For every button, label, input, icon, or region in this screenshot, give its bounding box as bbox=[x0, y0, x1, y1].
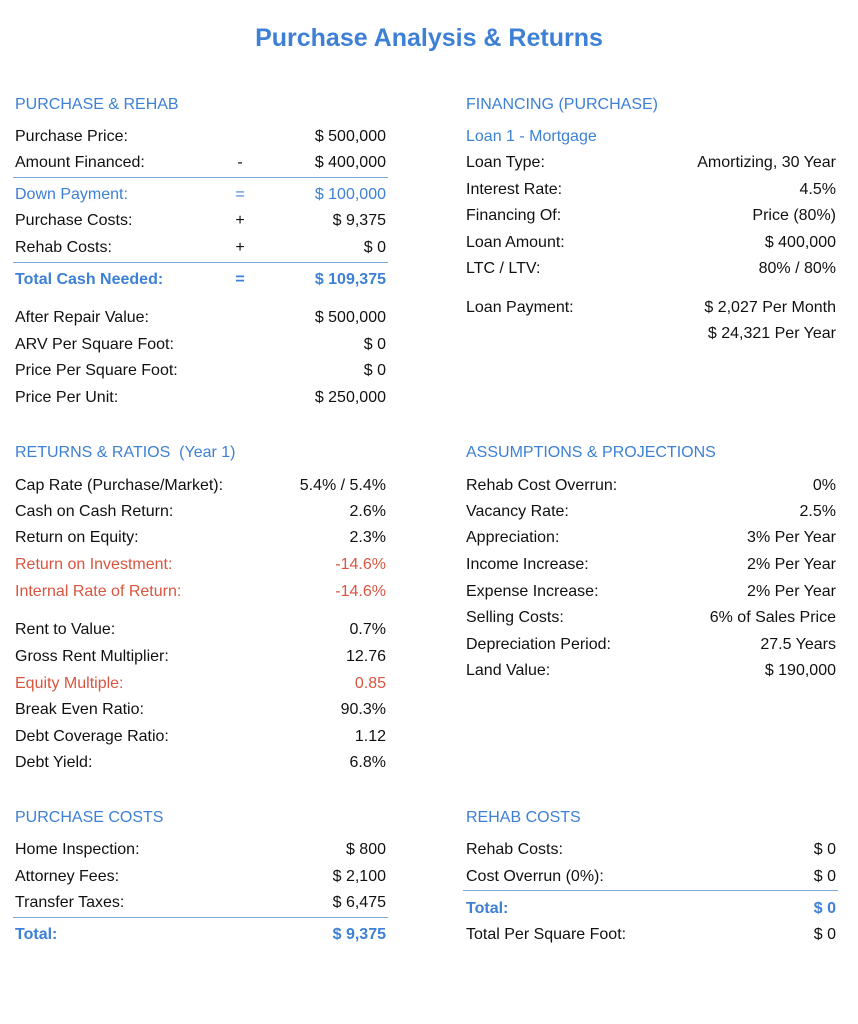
row-label: Financing Of: bbox=[466, 207, 562, 224]
row-label: Purchase Price: bbox=[15, 128, 128, 145]
row-label: Interest Rate: bbox=[466, 181, 563, 198]
row-value: 80% / 80% bbox=[758, 260, 836, 277]
row-cost-overrun bbox=[466, 864, 836, 890]
row-value: 0.85 bbox=[354, 675, 386, 692]
row-value: 1.12 bbox=[354, 728, 386, 745]
section-heading: REHAB COSTS bbox=[466, 809, 581, 826]
row-label: ARV Per Square Foot: bbox=[15, 336, 174, 353]
row-interest-rate bbox=[466, 177, 836, 203]
row-label: Purchase Costs: bbox=[15, 212, 133, 229]
loan-title bbox=[466, 124, 836, 150]
row-return-on-equity bbox=[15, 525, 386, 551]
row-value: $ 400,000 bbox=[314, 154, 386, 171]
row-loan-amount bbox=[466, 230, 836, 256]
row-return-on-investment bbox=[15, 552, 386, 578]
row-value: $ 500,000 bbox=[314, 309, 386, 326]
row-value: $ 9,375 bbox=[332, 212, 386, 229]
rehab-costs-section bbox=[466, 809, 836, 949]
row-label: Appreciation: bbox=[466, 529, 560, 546]
row-value: 2.6% bbox=[349, 503, 386, 520]
row-label: Total: bbox=[15, 926, 58, 943]
row-loan-payment-year bbox=[466, 321, 836, 347]
row-label: Debt Coverage Ratio: bbox=[15, 728, 169, 745]
row-label: Depreciation Period: bbox=[466, 636, 611, 653]
row-loan-payment bbox=[466, 295, 836, 321]
row-label: Total Cash Needed: bbox=[15, 271, 164, 288]
row-debt-coverage-ratio bbox=[15, 724, 386, 750]
row-label: Selling Costs: bbox=[466, 609, 564, 626]
row-value: $ 9,375 bbox=[332, 926, 386, 943]
row-label: Cap Rate (Purchase/Market): bbox=[15, 477, 224, 494]
row-price-per-sqft bbox=[15, 358, 386, 384]
row-value: $ 190,000 bbox=[764, 662, 836, 679]
row-value: 2% Per Year bbox=[747, 556, 836, 573]
row-label: Amount Financed: bbox=[15, 154, 145, 171]
row-amount-financed bbox=[15, 150, 386, 176]
row-label: Cash on Cash Return: bbox=[15, 503, 174, 520]
row-value: $ 500,000 bbox=[314, 128, 386, 145]
row-expense-increase bbox=[466, 579, 836, 605]
financing-section bbox=[466, 96, 836, 356]
row-value: $ 0 bbox=[363, 362, 386, 379]
row-value: $ 0 bbox=[813, 841, 836, 858]
row-label: LTC / LTV: bbox=[466, 260, 541, 277]
row-label: Rehab Costs: bbox=[466, 841, 563, 858]
row-value: 0.7% bbox=[349, 621, 386, 638]
row-irr bbox=[15, 579, 386, 605]
row-purchase-costs-total bbox=[15, 922, 386, 948]
row-debt-yield bbox=[15, 750, 386, 776]
row-after-repair-value bbox=[15, 305, 386, 331]
row-transfer-taxes bbox=[15, 890, 386, 916]
returns-section bbox=[15, 444, 386, 784]
row-rehab-costs bbox=[466, 837, 836, 863]
row-rent-to-value bbox=[15, 617, 386, 643]
row-value: $ 0 bbox=[813, 868, 836, 885]
row-label: Return on Investment: bbox=[15, 556, 173, 573]
row-value: $ 2,100 bbox=[332, 868, 386, 885]
row-value: -14.6% bbox=[335, 556, 386, 573]
row-cap-rate bbox=[15, 473, 386, 499]
loan-title-label: Loan 1 - Mortgage bbox=[466, 128, 597, 145]
row-rehab-cost-overrun bbox=[466, 473, 836, 499]
row-label: Debt Yield: bbox=[15, 754, 93, 771]
row-label: Price Per Unit: bbox=[15, 389, 119, 406]
row-financing-of bbox=[466, 203, 836, 229]
row-label: After Repair Value: bbox=[15, 309, 149, 326]
row-price-per-unit bbox=[15, 385, 386, 411]
row-label: Attorney Fees: bbox=[15, 868, 120, 885]
row-value: $ 800 bbox=[345, 841, 386, 858]
row-label: Total: bbox=[466, 900, 509, 917]
section-heading: ASSUMPTIONS & PROJECTIONS bbox=[466, 444, 716, 461]
row-label: Loan Amount: bbox=[466, 234, 565, 251]
row-value: $ 400,000 bbox=[764, 234, 836, 251]
divider bbox=[13, 917, 388, 918]
row-label: Rehab Costs: bbox=[15, 239, 112, 256]
row-label: Income Increase: bbox=[466, 556, 589, 573]
divider bbox=[463, 890, 838, 891]
row-value: $ 0 bbox=[813, 900, 836, 917]
row-value: 27.5 Years bbox=[760, 636, 836, 653]
row-gross-rent-multiplier bbox=[15, 644, 386, 670]
row-operator: + bbox=[235, 212, 245, 229]
row-label: Break Even Ratio: bbox=[15, 701, 144, 718]
row-label: Total Per Square Foot: bbox=[466, 926, 627, 943]
row-value: 2% Per Year bbox=[747, 583, 836, 600]
row-label: Internal Rate of Return: bbox=[15, 583, 182, 600]
row-ltc-ltv bbox=[466, 256, 836, 282]
row-total-cash-needed bbox=[15, 267, 386, 293]
row-label: Expense Increase: bbox=[466, 583, 599, 600]
row-label: Land Value: bbox=[466, 662, 551, 679]
row-label: Return on Equity: bbox=[15, 529, 139, 546]
row-value: 0% bbox=[812, 477, 836, 494]
row-label: Rehab Cost Overrun: bbox=[466, 477, 618, 494]
row-purchase-costs bbox=[15, 208, 386, 234]
row-operator: = bbox=[235, 186, 245, 203]
row-operator: = bbox=[235, 271, 245, 288]
row-value: 2.5% bbox=[799, 503, 836, 520]
row-label: Vacancy Rate: bbox=[466, 503, 569, 520]
row-rehab-costs-total bbox=[466, 896, 836, 922]
row-value: 3% Per Year bbox=[747, 529, 836, 546]
row-vacancy-rate bbox=[466, 499, 836, 525]
row-label: Equity Multiple: bbox=[15, 675, 124, 692]
row-value: $ 0 bbox=[363, 239, 386, 256]
row-value: 5.4% / 5.4% bbox=[299, 477, 386, 494]
row-value: Amortizing, 30 Year bbox=[697, 154, 836, 171]
row-cash-on-cash bbox=[15, 499, 386, 525]
row-label: Rent to Value: bbox=[15, 621, 116, 638]
row-value: $ 0 bbox=[813, 926, 836, 943]
row-value: -14.6% bbox=[335, 583, 386, 600]
row-value: Price (80%) bbox=[752, 207, 836, 224]
row-value: 6.8% bbox=[349, 754, 386, 771]
row-label: Loan Type: bbox=[466, 154, 545, 171]
row-value: 12.76 bbox=[345, 648, 386, 665]
section-heading: PURCHASE & REHAB bbox=[15, 96, 179, 113]
row-value: $ 24,321 Per Year bbox=[707, 325, 836, 342]
row-selling-costs bbox=[466, 605, 836, 631]
row-loan-type bbox=[466, 150, 836, 176]
row-value: 4.5% bbox=[799, 181, 836, 198]
row-value: $ 109,375 bbox=[314, 271, 386, 288]
row-value: $ 250,000 bbox=[314, 389, 386, 406]
row-home-inspection bbox=[15, 837, 386, 863]
section-heading: RETURNS & RATIOS (Year 1) bbox=[15, 444, 236, 461]
row-income-increase bbox=[466, 552, 836, 578]
row-value: $ 6,475 bbox=[332, 894, 386, 911]
row-rehab-costs bbox=[15, 235, 386, 261]
row-value: 2.3% bbox=[349, 529, 386, 546]
row-label: Price Per Square Foot: bbox=[15, 362, 178, 379]
row-value: 90.3% bbox=[340, 701, 386, 718]
assumptions-section bbox=[466, 444, 836, 694]
row-label: Cost Overrun (0%): bbox=[466, 868, 604, 885]
row-label: Down Payment: bbox=[15, 186, 128, 203]
row-operator: + bbox=[235, 239, 245, 256]
row-purchase-price bbox=[15, 124, 386, 150]
row-label: Loan Payment: bbox=[466, 299, 574, 316]
row-label: Home Inspection: bbox=[15, 841, 140, 858]
row-operator: - bbox=[237, 154, 243, 171]
row-depreciation-period bbox=[466, 632, 836, 658]
row-appreciation bbox=[466, 525, 836, 551]
row-land-value bbox=[466, 658, 836, 684]
purchase-rehab-section bbox=[15, 96, 386, 416]
row-value: $ 100,000 bbox=[314, 186, 386, 203]
divider bbox=[13, 262, 388, 263]
row-down-payment bbox=[15, 182, 386, 208]
row-attorney-fees bbox=[15, 864, 386, 890]
row-break-even-ratio bbox=[15, 697, 386, 723]
purchase-costs-section bbox=[15, 809, 386, 949]
row-label: Gross Rent Multiplier: bbox=[15, 648, 169, 665]
row-value: $ 0 bbox=[363, 336, 386, 353]
row-equity-multiple bbox=[15, 671, 386, 697]
row-value: $ 2,027 Per Month bbox=[704, 299, 836, 316]
section-heading: FINANCING (PURCHASE) bbox=[466, 96, 659, 113]
section-heading: PURCHASE COSTS bbox=[15, 809, 164, 826]
row-value: 6% of Sales Price bbox=[709, 609, 836, 626]
divider bbox=[13, 177, 388, 178]
row-total-per-sqft bbox=[466, 922, 836, 948]
row-label: Transfer Taxes: bbox=[15, 894, 125, 911]
row-arv-per-sqft bbox=[15, 332, 386, 358]
page-title: Purchase Analysis & Returns bbox=[255, 24, 603, 52]
